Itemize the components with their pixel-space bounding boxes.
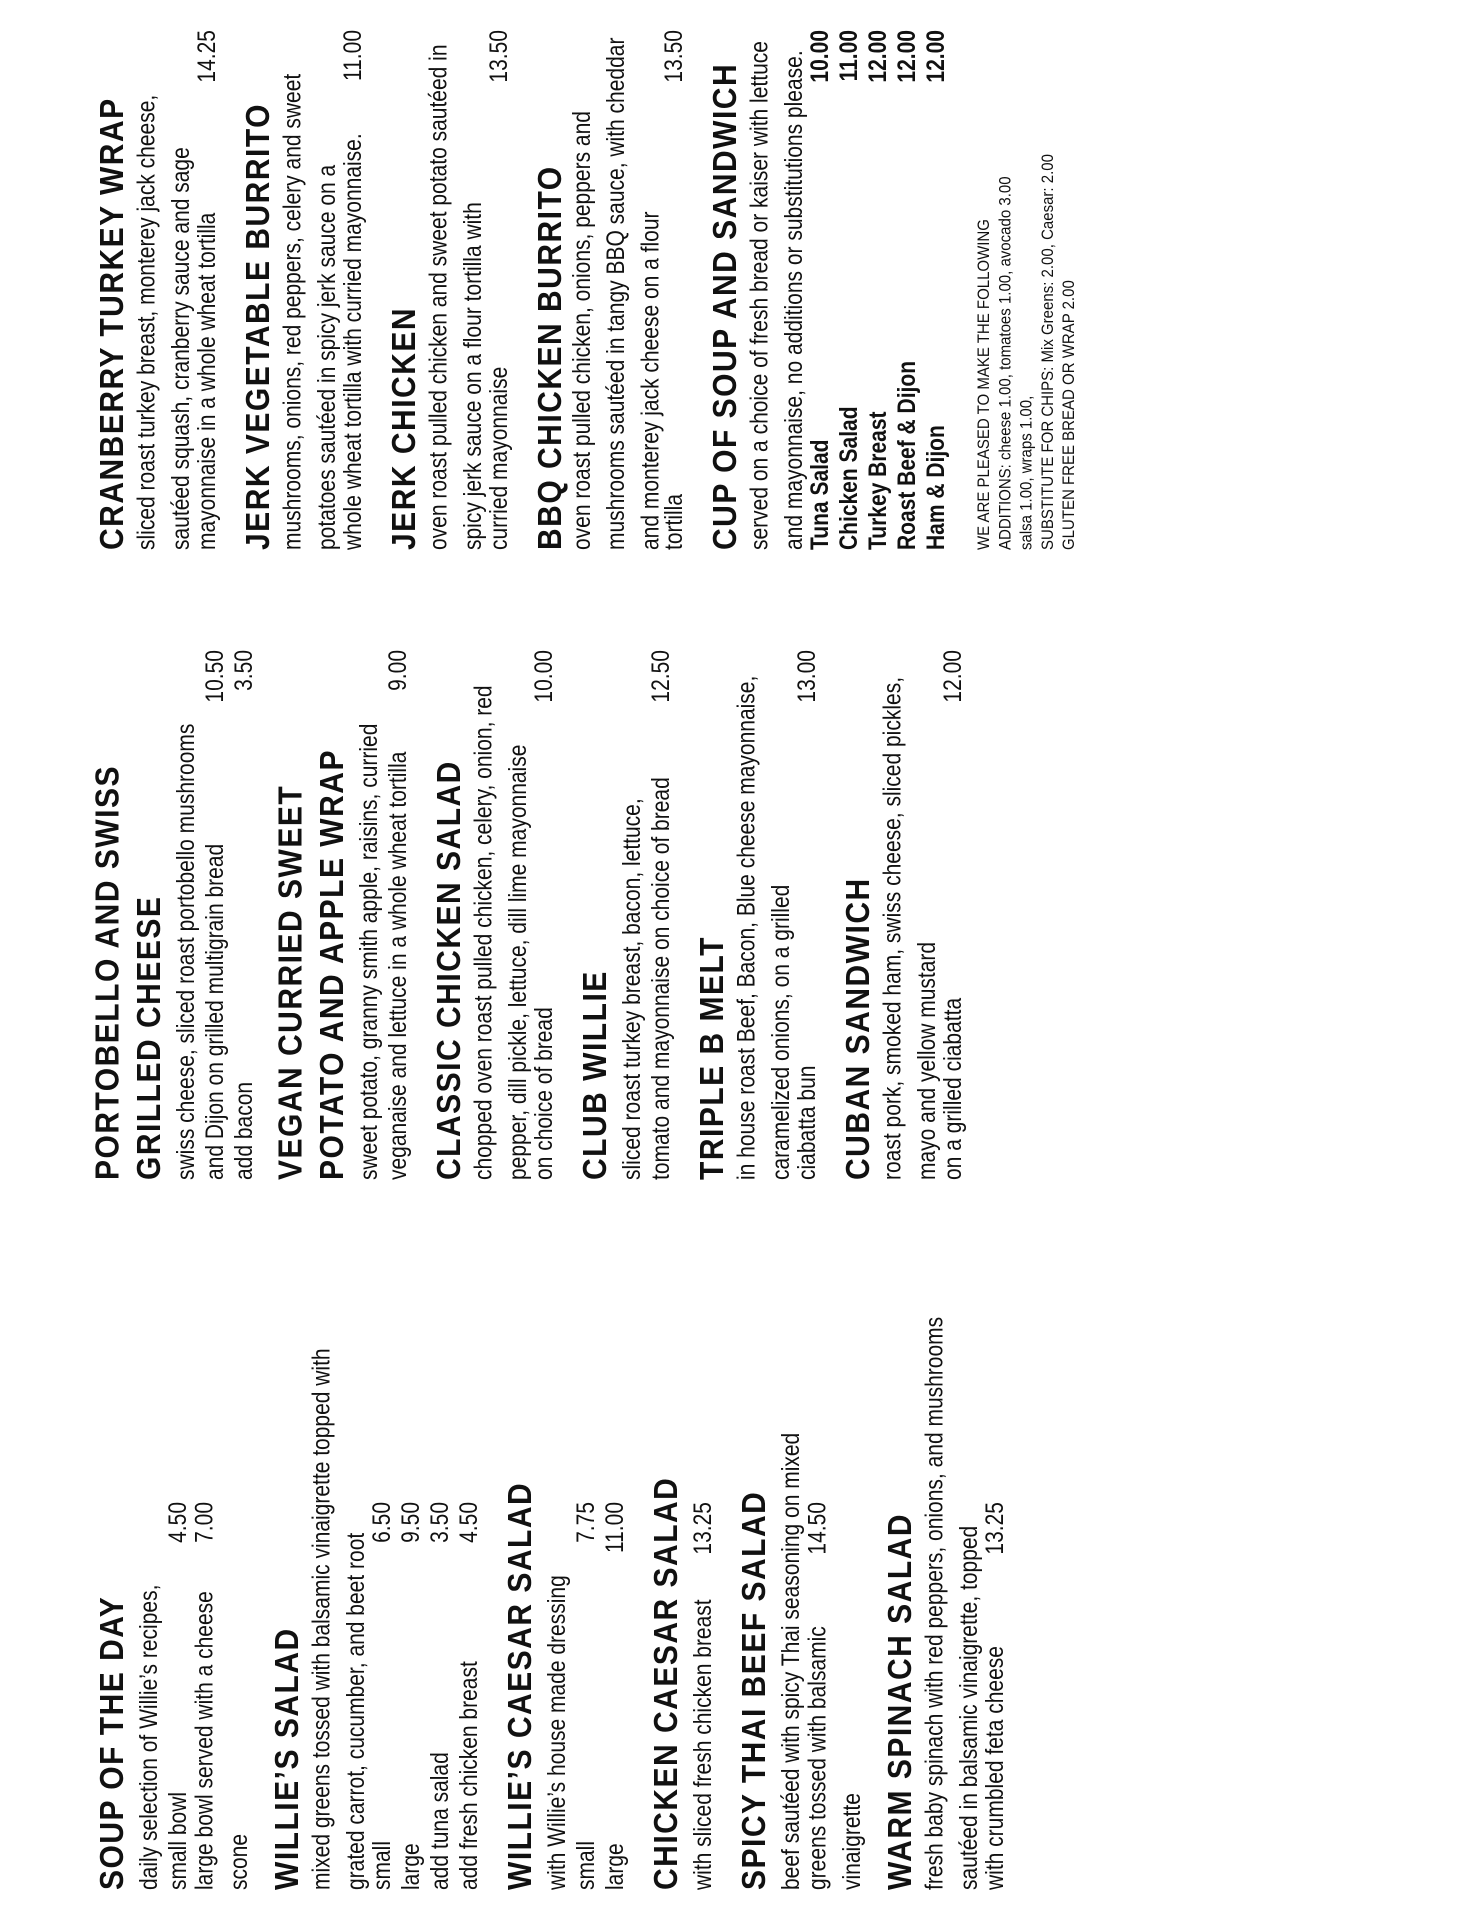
item-description: with Willie’s house made dressing — [543, 1575, 572, 1890]
price-line-label: tortilla — [660, 493, 689, 550]
price: 6.50 — [368, 1502, 397, 1543]
price-line — [919, 30, 953, 550]
price-line-label: tomato and mayonnaise on choice of bread — [647, 777, 676, 1180]
section-title: WILLIE’S CAESAR SALAD — [501, 1481, 539, 1890]
price: 7.75 — [572, 1502, 601, 1543]
price-line-label: whole wheat tortilla with curried mayonnaise. — [339, 133, 368, 550]
price: 3.50 — [426, 1502, 455, 1543]
price: 13.25 — [689, 1502, 718, 1555]
section-title: CRANBERRY TURKEY WRAP — [93, 97, 131, 550]
price: 12.00 — [939, 650, 968, 703]
price: 14.25 — [193, 30, 222, 83]
section-title: PORTOBELLO AND SWISS GRILLED CHEESE — [89, 764, 168, 1180]
note-line: ADDITIONS: cheese 1.00, tomatoes 1.00, avocado 3.00 — [995, 176, 1015, 550]
price-line-label: add tuna salad — [426, 1752, 455, 1890]
price-line — [598, 1502, 632, 1890]
note-line: GLUTEN FREE BREAD OR WRAP 2.00 — [1059, 280, 1079, 550]
price-line-label: Roast Beef & Dijon — [893, 360, 922, 550]
price: 10.00 — [806, 30, 835, 83]
price-line-label: on choice of bread — [530, 1007, 559, 1180]
menu-section — [93, 1265, 253, 1890]
item-description: fresh baby spinach with red peppers, onions, and mushrooms sautéed in balsamic vinaigrette, topped — [921, 1316, 983, 1890]
price: 12.00 — [893, 30, 922, 83]
price-line — [227, 650, 261, 1180]
menu-section — [647, 1265, 718, 1890]
price-line-label: Ham & Dijon — [922, 425, 951, 550]
price-line — [188, 1502, 256, 1890]
additions-note — [973, 30, 1079, 550]
price-line — [452, 1502, 486, 1890]
menu-section — [531, 30, 689, 550]
price: 10.00 — [530, 650, 559, 703]
item-description: chopped oven roast pulled chicken, celery, onion, red pepper, dill pickle, lettuce, dill lime mayonnaise — [470, 685, 532, 1180]
price-line — [190, 30, 224, 550]
menu-section — [576, 650, 676, 1180]
item-description: sweet potato, granny smith apple, raisins, curried — [355, 723, 384, 1180]
menu-section — [693, 650, 822, 1180]
price-line-label: mayonnaise in a whole wheat tortilla — [193, 212, 222, 550]
section-title: JERK VEGETABLE BURRITO — [239, 103, 277, 550]
price-line-label: large — [397, 1843, 426, 1890]
price-line-label: on a grilled ciabatta — [939, 997, 968, 1180]
price: 12.00 — [922, 30, 951, 83]
item-description: sliced roast turkey breast, bacon, lettuce, — [618, 798, 647, 1180]
price-line — [482, 30, 516, 550]
price-line — [381, 650, 415, 1180]
item-description: beef sautéed with spicy Thai seasoning on mixed — [777, 1432, 806, 1890]
price-line — [936, 650, 970, 1180]
price: 12.00 — [864, 30, 893, 83]
menu-section — [268, 1265, 484, 1890]
section-title: CHICKEN CAESAR SALAD — [647, 1476, 685, 1890]
price: 9.50 — [397, 1502, 426, 1543]
section-title: TRIPLE B MELT — [693, 936, 731, 1180]
price: 13.50 — [485, 30, 514, 83]
price: 10.50 — [201, 650, 230, 703]
price-line-label: greens tossed with balsamic vinaigrette — [804, 1626, 866, 1890]
price: 7.00 — [191, 1502, 219, 1543]
item-description: sliced roast turkey breast, monterey jack cheese, sautéed squash, cranberry sauce and sage — [133, 94, 195, 550]
price-line-label: ciabatta bun — [793, 1065, 822, 1180]
price-line-label: with sliced fresh chicken breast — [689, 1599, 718, 1890]
section-title: CLASSIC CHICKEN SALAD — [430, 760, 468, 1180]
price-line-label: Tuna Salad — [806, 439, 835, 550]
price: 13.50 — [660, 30, 689, 83]
price-line — [801, 1502, 869, 1890]
price: 14.50 — [804, 1502, 832, 1555]
price: 13.25 — [981, 1502, 1010, 1555]
section-title: CLUB WILLIE — [576, 970, 614, 1180]
item-description: mushrooms, onions, red peppers, celery and sweet potatoes sautéed in spicy jerk sauce on a — [279, 73, 341, 550]
price-line — [336, 30, 370, 550]
price-line-label: curried mayonnaise — [485, 366, 514, 550]
price-line-label: Turkey Breast — [864, 411, 893, 550]
item-description: served on a choice of fresh bread or kaiser with lettuce and mayonnaise, no additions or substitutions please. — [746, 41, 808, 550]
menu-section — [430, 650, 559, 1180]
price-line — [644, 650, 678, 1180]
price-line-label: Chicken Salad — [835, 406, 864, 550]
price: 9.00 — [384, 650, 413, 691]
menu-column-2 — [89, 650, 988, 1180]
section-title: JERK CHICKEN — [385, 306, 423, 550]
note-line: SUBSTITUTE FOR CHIPS: Mix Greens: 2.00, Caesar: 2.00 — [1038, 154, 1058, 550]
price-line-label: add fresh chicken breast — [455, 1661, 484, 1890]
price-line-label: add bacon — [230, 1081, 259, 1180]
price-line — [527, 650, 561, 1180]
section-title: SOUP OF THE DAY — [93, 1595, 131, 1890]
menu-column-1 — [93, 1265, 1030, 1890]
price: 11.00 — [601, 1502, 630, 1553]
menu-section — [501, 1265, 630, 1890]
price: 11.00 — [339, 30, 368, 81]
price: 4.50 — [164, 1502, 193, 1543]
menu-section — [839, 650, 968, 1180]
menu-section — [239, 30, 368, 550]
section-title: WILLIE’S SALAD — [268, 1627, 306, 1890]
menu-section — [735, 1265, 866, 1890]
menu-column-3 — [93, 30, 1079, 550]
section-title: BBQ CHICKEN BURRITO — [531, 165, 569, 550]
price-line-label: and Dijon on grilled multigrain bread — [201, 843, 230, 1180]
menu-section — [272, 650, 413, 1180]
item-description: swiss cheese, sliced roast portobello mushrooms — [172, 723, 201, 1180]
price-line-label: small bowl — [164, 1791, 193, 1890]
note-line: salsa 1.00, wraps 1.00, — [1016, 395, 1037, 550]
menu-section — [881, 1265, 1010, 1890]
section-title: VEGAN CURRIED SWEET POTATO AND APPLE WRAP — [272, 749, 351, 1180]
item-description: oven roast pulled chicken and sweet potato sautéed in spicy jerk sauce on a flour tortilla with — [425, 44, 487, 550]
price-line-label: small — [572, 1840, 601, 1890]
price: 12.50 — [647, 650, 676, 703]
item-description: mixed greens tossed with balsamic vinaigrette topped with grated carrot, cucumber, and beet root — [308, 1348, 370, 1890]
note-line: WE ARE PLEASED TO MAKE THE FOLLOWING — [974, 219, 994, 550]
price: 13.00 — [793, 650, 822, 703]
price-line — [790, 650, 824, 1180]
price-line — [686, 1502, 720, 1890]
item-description: roast pork, smoked ham, swiss cheese, sliced pickles, mayo and yellow mustard — [879, 676, 941, 1180]
section-title: CUBAN SANDWICH — [839, 877, 877, 1180]
price-line-label: small — [368, 1840, 397, 1890]
menu-section — [706, 30, 951, 550]
price: 3.50 — [230, 650, 259, 691]
section-title: SPICY THAI BEEF SALAD — [735, 1490, 773, 1890]
section-title: WARM SPINACH SALAD — [881, 1513, 919, 1890]
menu-section — [93, 30, 222, 550]
menu-section — [385, 30, 514, 550]
item-description: in house roast Beef, Bacon, Blue cheese mayonnaise, caramelized onions, on a grilled — [733, 675, 795, 1180]
section-title: CUP OF SOUP AND SANDWICH — [706, 62, 744, 550]
price-line-label: veganaise and lettuce in a whole wheat tortilla — [384, 751, 413, 1180]
price-line-label: large bowl served with a cheese scone — [191, 1591, 253, 1890]
price: 11.00 — [835, 30, 864, 82]
price: 4.50 — [455, 1502, 484, 1543]
price-line-label: large — [601, 1843, 630, 1890]
price-line — [978, 1502, 1012, 1890]
menu-section — [89, 650, 259, 1180]
item-description: oven roast pulled chicken, onions, peppers and mushrooms sautéed in tangy BBQ sauce, with cheddar and monterey jack cheese on a flour — [568, 37, 665, 550]
item-description: daily selection of Willie’s recipes, — [135, 1584, 164, 1890]
price-line-label: with crumbled feta cheese — [981, 1646, 1010, 1890]
price-line — [657, 30, 691, 550]
